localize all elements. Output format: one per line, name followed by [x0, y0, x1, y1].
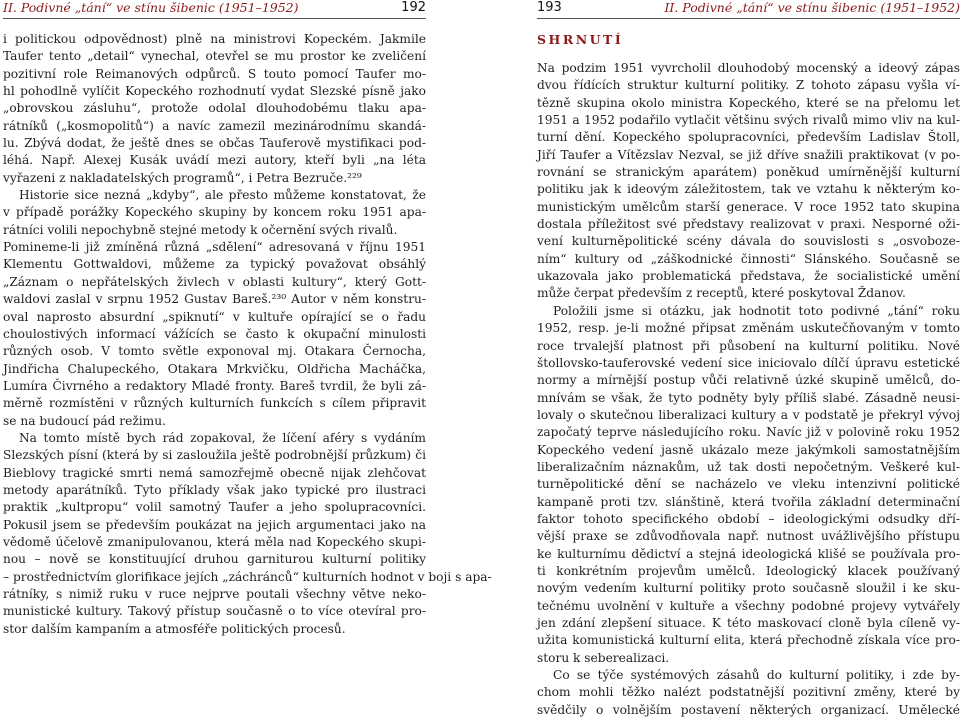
- text-line: praktik „kultpropu“ volil samotný Taufer a jeho spolupracovníci.: [3, 500, 426, 515]
- text-line: i politickou odpovědnost) plně na ministrovi Kopeckém. Jakmile: [3, 32, 426, 46]
- text-line: Co se týče systémových zásahů do kulturní politiky, i zde by-: [553, 668, 960, 683]
- text-line: vení kulturněpolitické scény dávala do souvislosti s „osvoboze-: [537, 234, 960, 249]
- text-line: v případě porážky Kopeckého skupiny by koncem roku 1951 apa-: [3, 205, 426, 220]
- text-line: Taufer tento „detail“ vynechal, otevřel se mu prostor ke zveličení: [3, 49, 426, 64]
- text-line: ke kulturnímu dědictví a stejná ideologická klišé se používala pro-: [537, 546, 960, 561]
- text-line: Historie sice nezná „kdyby“, ale přesto můžeme konstatovat, že: [19, 188, 426, 203]
- text-line: Klementu Gottwaldovi, můžeme za typický považovat obsáhlý: [3, 257, 426, 272]
- right-page: [537, 0, 960, 717]
- text-line: rátníky, s nimiž ruku v ruce nejprve poutali všechny větve neko-: [3, 587, 426, 601]
- text-line: tězně skupina okolo ministra Kopeckého, které se na přelomu let: [537, 95, 960, 110]
- running-title: II. Podivné „tání“ ve stínu šibenic (1951–1952): [664, 0, 960, 15]
- text-line: Slezských písní (která by si zasloužila ještě podrobnější průzkum) či: [3, 448, 426, 463]
- text-line: Lumíra Čivrného a redaktory Mladé fronty. Bareš tvrdil, že byli zá-: [3, 378, 426, 393]
- text-line: Pomineme-li již zmíněná různá „sdělení“ adresovaná v říjnu 1951: [3, 240, 426, 255]
- text-line: léhá. Např. Alexej Kusák uvádí mezi autory, kteří byli „na léta: [3, 153, 426, 168]
- text-line: dvou řídících struktur kulturní politiky. Z tohoto zápasu vyšla ví-: [537, 78, 960, 93]
- text-line: vyřazeni z nakladatelských programů“, i Petra Bezruče.²²⁹: [3, 170, 362, 185]
- text-line: tečnému uvolnění v kultuře a všechny podobné projevy vytvářely: [537, 598, 960, 613]
- text-line: ti konkrétním projevům umělců. Ideologický klacek používaný: [537, 563, 960, 578]
- text-line: Pokusil jsem se především poukázat na jejich argumentaci jako na: [3, 517, 426, 532]
- page-number: 192: [401, 0, 426, 15]
- text-line: choulostivých informací vážících se často k okupační minulosti: [3, 326, 426, 341]
- text-line: rátníci volili nepochybně stejné metody k očernění svých rivalů.: [3, 222, 398, 237]
- text-line: Kopeckého vedení jasně ukázalo meze jakýmkoli samostatnějším: [537, 442, 960, 457]
- text-line: dostala příležitost své představy realizovat v praxi. Nesporné oži-: [537, 217, 960, 232]
- text-line: jen zdání zlepšení situace. K této maskovací cloně byla cíleně vy-: [537, 616, 960, 630]
- text-line: „Záznam o nepřátelských živlech v oblasti kultury“, který Gott-: [3, 274, 426, 289]
- text-line: užita komunistická kulturní elita, která přechodně získala více pro-: [537, 633, 960, 648]
- text-line: politiku jak k ideovým záležitostem, tak ve vztahu k některým ko-: [537, 182, 960, 197]
- text-line: rátníků („kosmopolitů“) a navíc zamezil mezinárodnímu skandá-: [3, 118, 426, 133]
- text-line: Jiří Taufer a Vítězslav Nezval, se již dříve snažili praktikovat (v po-: [537, 147, 960, 162]
- text-line: normy a mírnější postup vůči relativně úzké skupině umělců, do-: [537, 373, 960, 388]
- text-line: ním“ kultury od „záškodnické činnosti“ Slánského. Současně se: [537, 251, 960, 266]
- text-line: storu k seberealizaci.: [537, 650, 670, 665]
- text-line: turní dění. Kopeckého spolupracovníci, především Ladislav Štoll,: [537, 130, 960, 145]
- text-line: vědomě účelově zmanipulovanou, která měla nad Kopeckého skupi-: [3, 534, 426, 549]
- text-line: „obrovskou zásluhu“, protože odolal dlouhodobému tlaku apa-: [3, 101, 426, 116]
- text-line: munistické kultury. Takový přístup současně o to více otevíral pro-: [3, 604, 426, 619]
- text-line: ukazovala jako problematická představa, že socialistické umění: [537, 269, 960, 284]
- text-line: lovaly o skutečnou liberalizaci kultury a v podstatě je překryl vývoj: [537, 407, 960, 422]
- text-line: vější praxe se zdůvodňovala např. nutnost uvážlivějšího přístupu: [537, 529, 960, 544]
- text-line: waldovi zaslal v srpnu 1952 Gustav Bareš.²³⁰ Autor v něm konstru-: [3, 292, 426, 307]
- running-header: [537, 0, 960, 19]
- text-line: liberalizačním náznakům, už tak dosti nepočetným. Veškeré kul-: [537, 459, 960, 474]
- text-line: oval naprosto absurdní „spiknutí“ v kultuře opírající se o řadu: [3, 309, 426, 324]
- text-line: Jindřicha Chalupeckého, Otakara Mrkvičku, Oldřicha Macháčka,: [3, 361, 426, 376]
- text-line: svědčily o volnějším postavení některých organizací. Umělecké: [537, 702, 960, 717]
- text-line: kampaně proti tzv. slánštině, která tvořila základní determinační: [537, 494, 960, 509]
- text-line: štollovsko-tauferovské vedení sice iniciovalo dílčí úpravu estetické: [537, 355, 960, 370]
- text-line: roce trvalejší platnost při působení na kulturní politiku. Nové: [537, 338, 960, 353]
- text-line: novým vedením kulturní politiky proto současně sloužil i ke sku-: [537, 581, 960, 596]
- text-line: stor dalším kampaním a atmosféře politických procesů.: [3, 621, 346, 636]
- text-line: – prostřednictvím glorifikace jejích „záchránců“ kulturních hodnot v boji s apa-: [3, 569, 492, 584]
- text-line: započatý teprve následujícího roku. Navíc již v polovině roku 1952: [537, 425, 960, 440]
- text-line: munistickým umělcům starší generace. V roce 1952 tato skupina: [537, 199, 960, 214]
- text-line: chom mohli těžko nalézt podstatnější pozitivní změny, které by: [537, 685, 960, 700]
- running-title: II. Podivné „tání“ ve stínu šibenic (1951–1952): [3, 0, 299, 15]
- section-heading: SHRNUTÍ: [537, 32, 624, 47]
- text-line: Na tomto místě bych rád zopakoval, že líčení aféry s vydáním: [19, 430, 426, 445]
- text-line: faktor tohoto specifického období – ideologickými odsudky dří-: [537, 511, 960, 526]
- text-line: Bieblovy tragické smrti nemá samozřejmě obecně nijak zlehčovat: [3, 465, 426, 480]
- text-line: různých osob. V tomto světle exponoval mj. Otakara Černocha,: [3, 344, 426, 359]
- text-line: rovnání se stranickým aparátem) poněkud umírněnější kulturní: [537, 165, 960, 180]
- text-line: pozitivní role Reimanových odpůrců. S touto pomocí Taufer mo-: [3, 66, 426, 81]
- text-line: 1952, resp. je-li možné připsat změnám uskutečňovaným v tomto: [537, 321, 960, 336]
- body-text: [537, 19, 960, 719]
- text-line: se na budoucí pád režimu.: [3, 413, 166, 428]
- text-line: Položili jsme si otázku, jak hodnotit toto podivné „tání“ roku: [553, 303, 960, 318]
- text-line: Na podzim 1951 vyvrcholil dlouhodobý mocenský a ideový zápas: [537, 61, 960, 75]
- body-text: [3, 19, 492, 638]
- text-line: může čerpat především z receptů, které poskytoval Ždanov.: [537, 286, 906, 301]
- page-number: 193: [537, 0, 562, 15]
- text-line: lu. Zbývá dodat, že ještě dnes se občas Tauferově mystifikaci pod-: [3, 136, 426, 151]
- text-line: nou – nově se konstituující druhou garniturou kulturní politiky: [3, 552, 426, 567]
- text-line: měrně rozmístěni v různých kulturních funkcích s cílem připravit: [3, 396, 426, 411]
- text-line: turněpolitické dění se nacházelo ve vleku intenzivní politické: [537, 477, 960, 492]
- text-line: mnívám se však, že tyto podněty byly příliš slabé. Zásadně neusi-: [537, 390, 960, 405]
- running-header: [3, 0, 426, 19]
- text-line: metody aparátníků. Tyto příklady však jako typické pro ilustraci: [3, 482, 426, 497]
- text-line: 1951 a 1952 podařilo vytlačit většinu svých rivalů mimo vliv na kul-: [537, 113, 960, 128]
- text-line: hl pohodlně vylíčit Kopeckého rozhodnutí vydat Slezské písně jako: [3, 84, 426, 99]
- left-page: [3, 0, 492, 695]
